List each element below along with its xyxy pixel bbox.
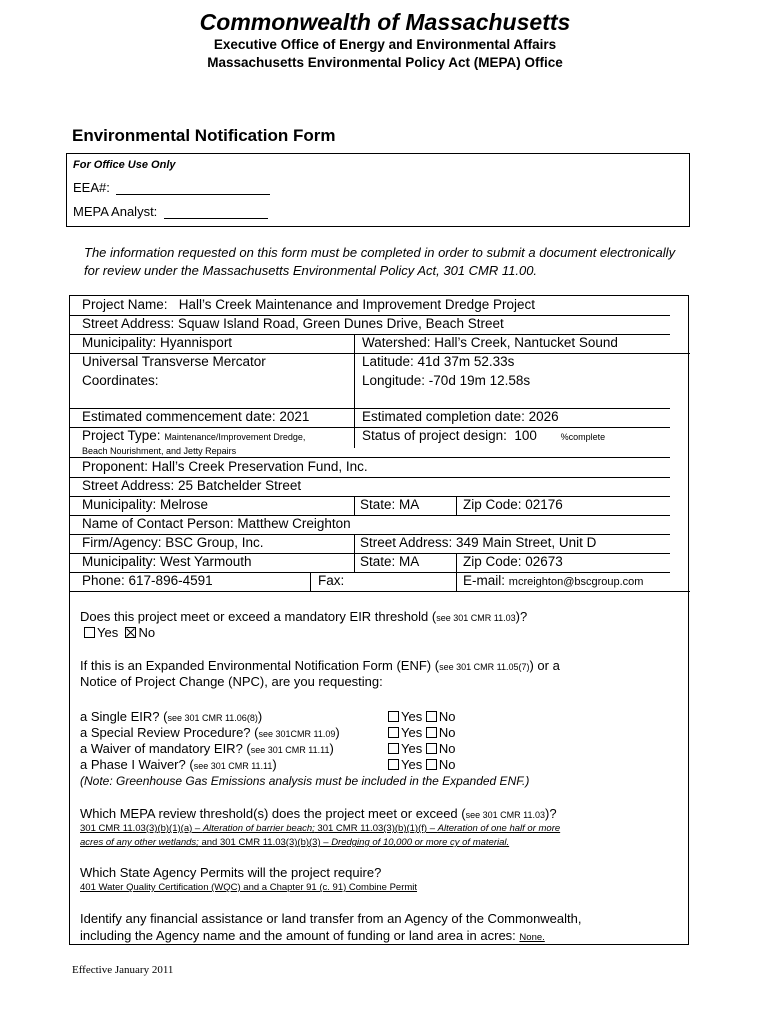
single-eir-no-checkbox[interactable] <box>426 711 437 722</box>
waiver-q: a Waiver of mandatory EIR? (see 301 CMR 11.11) <box>80 741 334 756</box>
waiver-yes-checkbox[interactable] <box>388 743 399 754</box>
firm-agency: Firm/Agency: BSC Group, Inc. <box>82 535 264 550</box>
phone: Phone: 617-896-4591 <box>82 573 213 588</box>
project-type-value-2: Beach Nourishment, and Jetty Repairs <box>82 446 237 456</box>
phase-waiver-no-checkbox[interactable] <box>426 759 437 770</box>
threshold-answer-2: acres of any other wetlands; and 301 CMR 11.03(3)(b)(3) – Dredging of 10,000 or more cy of material. <box>80 837 510 848</box>
single-eir-yes-checkbox[interactable] <box>388 711 399 722</box>
firm-zip: Zip Code: 02673 <box>463 554 563 569</box>
eir-no-checkbox[interactable] <box>125 627 136 638</box>
proponent-name: Proponent: Hall’s Creek Preservation Fund, Inc. <box>82 459 368 474</box>
project-type <box>82 428 305 443</box>
proponent-municipality: Municipality: Melrose <box>82 497 209 512</box>
footer: Effective January 2011 <box>72 964 174 976</box>
project-type-label: Project Type: <box>82 428 161 443</box>
threshold-answer-1: 301 CMR 11.03(3)(b)(1)(a) – Alteration of barrier beach; 301 CMR 11.03(3)(b)(1)(f) – Alteration of one half or more <box>80 823 561 834</box>
analyst-input-line[interactable] <box>164 206 268 219</box>
longitude: Longitude: -70d 19m 12.58s <box>362 373 531 388</box>
design-status-value: 100 <box>514 428 537 443</box>
email-value: mcreighton@bscgroup.com <box>508 576 644 588</box>
proponent-street: Street Address: 25 Batchelder Street <box>82 478 302 493</box>
fax: Fax: <box>318 573 345 588</box>
completion-date: Estimated completion date: 2026 <box>362 409 559 424</box>
latitude: Latitude: 41d 37m 52.33s <box>362 354 515 369</box>
utm-label-2: Coordinates: <box>82 373 159 388</box>
financial-question-2: including the Agency name and the amount of funding or land area in acres: None. <box>80 928 545 943</box>
project-street: Street Address: Squaw Island Road, Green Dunes Drive, Beach Street <box>82 316 504 331</box>
utm-label-1: Universal Transverse Mercator <box>82 354 266 369</box>
permits-answer: 401 Water Quality Certification (WQC) and a Chapter 91 (c. 91) Combine Permit <box>80 882 418 893</box>
phase-waiver-yes-checkbox[interactable] <box>388 759 399 770</box>
project-name-label: Project Name: <box>82 297 168 312</box>
financial-question-1: Identify any financial assistance or land transfer from an Agency of the Commonwealth, <box>80 911 582 926</box>
project-watershed: Watershed: Hall’s Creek, Nantucket Sound <box>362 335 618 350</box>
office-use-heading: For Office Use Only <box>73 159 176 171</box>
project-name-row <box>82 297 535 312</box>
project-municipality: Municipality: Hyannisport <box>82 335 233 350</box>
special-review-yes-checkbox[interactable] <box>388 727 399 738</box>
special-review-answer: Yes No <box>388 725 455 740</box>
design-status-suffix: %complete <box>560 432 606 442</box>
firm-municipality: Municipality: West Yarmouth <box>82 554 252 569</box>
eir-answer: Yes No <box>84 625 155 640</box>
project-type-value-1: Maintenance/Improvement Dredge, <box>164 432 306 442</box>
single-eir-answer: Yes No <box>388 709 455 724</box>
expanded-question-2: Notice of Project Change (NPC), are you requesting: <box>80 674 383 689</box>
office-use-box <box>66 153 690 227</box>
single-eir-q: a Single EIR? (see 301 CMR 11.06(8)) <box>80 709 263 724</box>
firm-state: State: MA <box>360 554 420 569</box>
office-line: Massachusetts Environmental Policy Act (MEPA) Office <box>207 55 563 70</box>
special-review-no-checkbox[interactable] <box>426 727 437 738</box>
special-review-q: a Special Review Procedure? (see 301CMR 11.09) <box>80 725 340 740</box>
analyst-field[interactable] <box>73 204 268 219</box>
threshold-question: Which MEPA review threshold(s) does the project meet or exceed (see 301 CMR 11.03)? <box>80 806 557 821</box>
ghg-note: (Note: Greenhouse Gas Emissions analysis must be included in the Expanded ENF.) <box>80 774 530 788</box>
eir-question: Does this project meet or exceed a mandatory EIR threshold (see 301 CMR 11.03)? <box>80 609 528 624</box>
intro-text: The information requested on this form must be completed in order to submit a document electronically for review under the Massachusetts Environmental Policy Act, 301 CMR 11.00. <box>84 245 676 278</box>
design-status-label: Status of project design: <box>362 428 507 443</box>
eea-field[interactable] <box>73 180 270 195</box>
expanded-question: If this is an Expanded Environmental Notification Form (ENF) (see 301 CMR 11.05(7)) or a <box>80 658 560 673</box>
permits-question: Which State Agency Permits will the project require? <box>80 865 382 880</box>
form-title: Environmental Notification Form <box>72 126 336 145</box>
financial-answer: None. <box>519 932 545 943</box>
proponent-zip: Zip Code: 02176 <box>463 497 563 512</box>
waiver-answer: Yes No <box>388 741 455 756</box>
eea-label: EEA#: <box>73 180 110 195</box>
analyst-label: MEPA Analyst: <box>73 204 158 219</box>
agency-line: Executive Office of Energy and Environmental Affairs <box>213 37 557 52</box>
email <box>463 573 643 588</box>
contact-person: Name of Contact Person: Matthew Creighton <box>82 516 351 531</box>
email-label: E-mail: <box>463 573 506 588</box>
project-name-value: Hall’s Creek Maintenance and Improvement Dredge Project <box>178 297 535 312</box>
proponent-state: State: MA <box>360 497 420 512</box>
waiver-no-checkbox[interactable] <box>426 743 437 754</box>
eir-yes-checkbox[interactable] <box>84 627 95 638</box>
phase-waiver-q: a Phase I Waiver? (see 301 CMR 11.11) <box>80 757 277 772</box>
eea-input-line[interactable] <box>116 182 270 195</box>
page-title: Commonwealth of Massachusetts <box>199 9 571 35</box>
project-info-box <box>69 295 689 945</box>
design-status <box>362 428 605 443</box>
commencement-date: Estimated commencement date: 2021 <box>82 409 310 424</box>
firm-street: Street Address: 349 Main Street, Unit D <box>360 535 597 550</box>
phase-waiver-answer: Yes No <box>388 757 455 772</box>
